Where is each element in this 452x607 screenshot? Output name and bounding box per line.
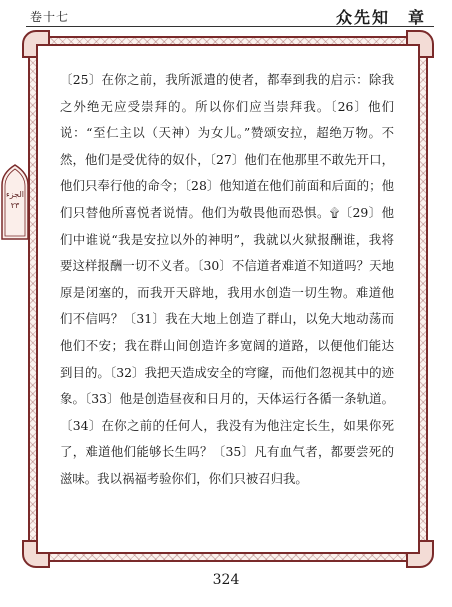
page-title: 众先知 章 (335, 8, 426, 27)
scripture-text: 〔25〕在你之前，我所派遣的使者，都奉到我的启示：除我之外绝无应受崇拜的。所以你们应当崇拜我。〔26〕他们说：“至仁主以（天神）为女儿。”赞颂安拉，超绝万物。不然，他们是受优待的奴仆，〔27〕他们在他那里不敢先开口，他们只奉行他的命令；〔28〕他知道在他们前面和后面的；他们只替他所喜悦者说情。他们为敬畏他而恐惧。۩〔29〕他们中谁说“我是安拉以外的神明”，我就以火狱报酬谁，我将要这样报酬一切不义者。〔30〕不信道者难道不知道吗？天地原是闭塞的，而我开天辟地，我用水创造一切生物。难道他们不信吗？〔31〕我在大地上创造了群山，以免大地动荡而他们不安；我在群山间创造许多宽阔的道路，以便他们能达到目的。〔32〕我把天造成安全的穹窿，而他们忽视其中的迹象。〔33〕他是创造昼夜和日月的，天体运行各循一条轨道。〔34〕在你之前的任何人，我没有为他注定长生，如果你死了，难道他们能够长生吗？〔35〕凡有血气者，都要尝死的滋味。我以祸福考验你们，你们只被召归我。 (60, 72, 394, 486)
header-rule (26, 26, 434, 27)
chapter-label: 卷十七 (30, 10, 70, 24)
juz-marker (0, 163, 30, 241)
page-number: 324 (212, 572, 240, 588)
juz-label: الجزء ٢٣ (6, 190, 24, 210)
